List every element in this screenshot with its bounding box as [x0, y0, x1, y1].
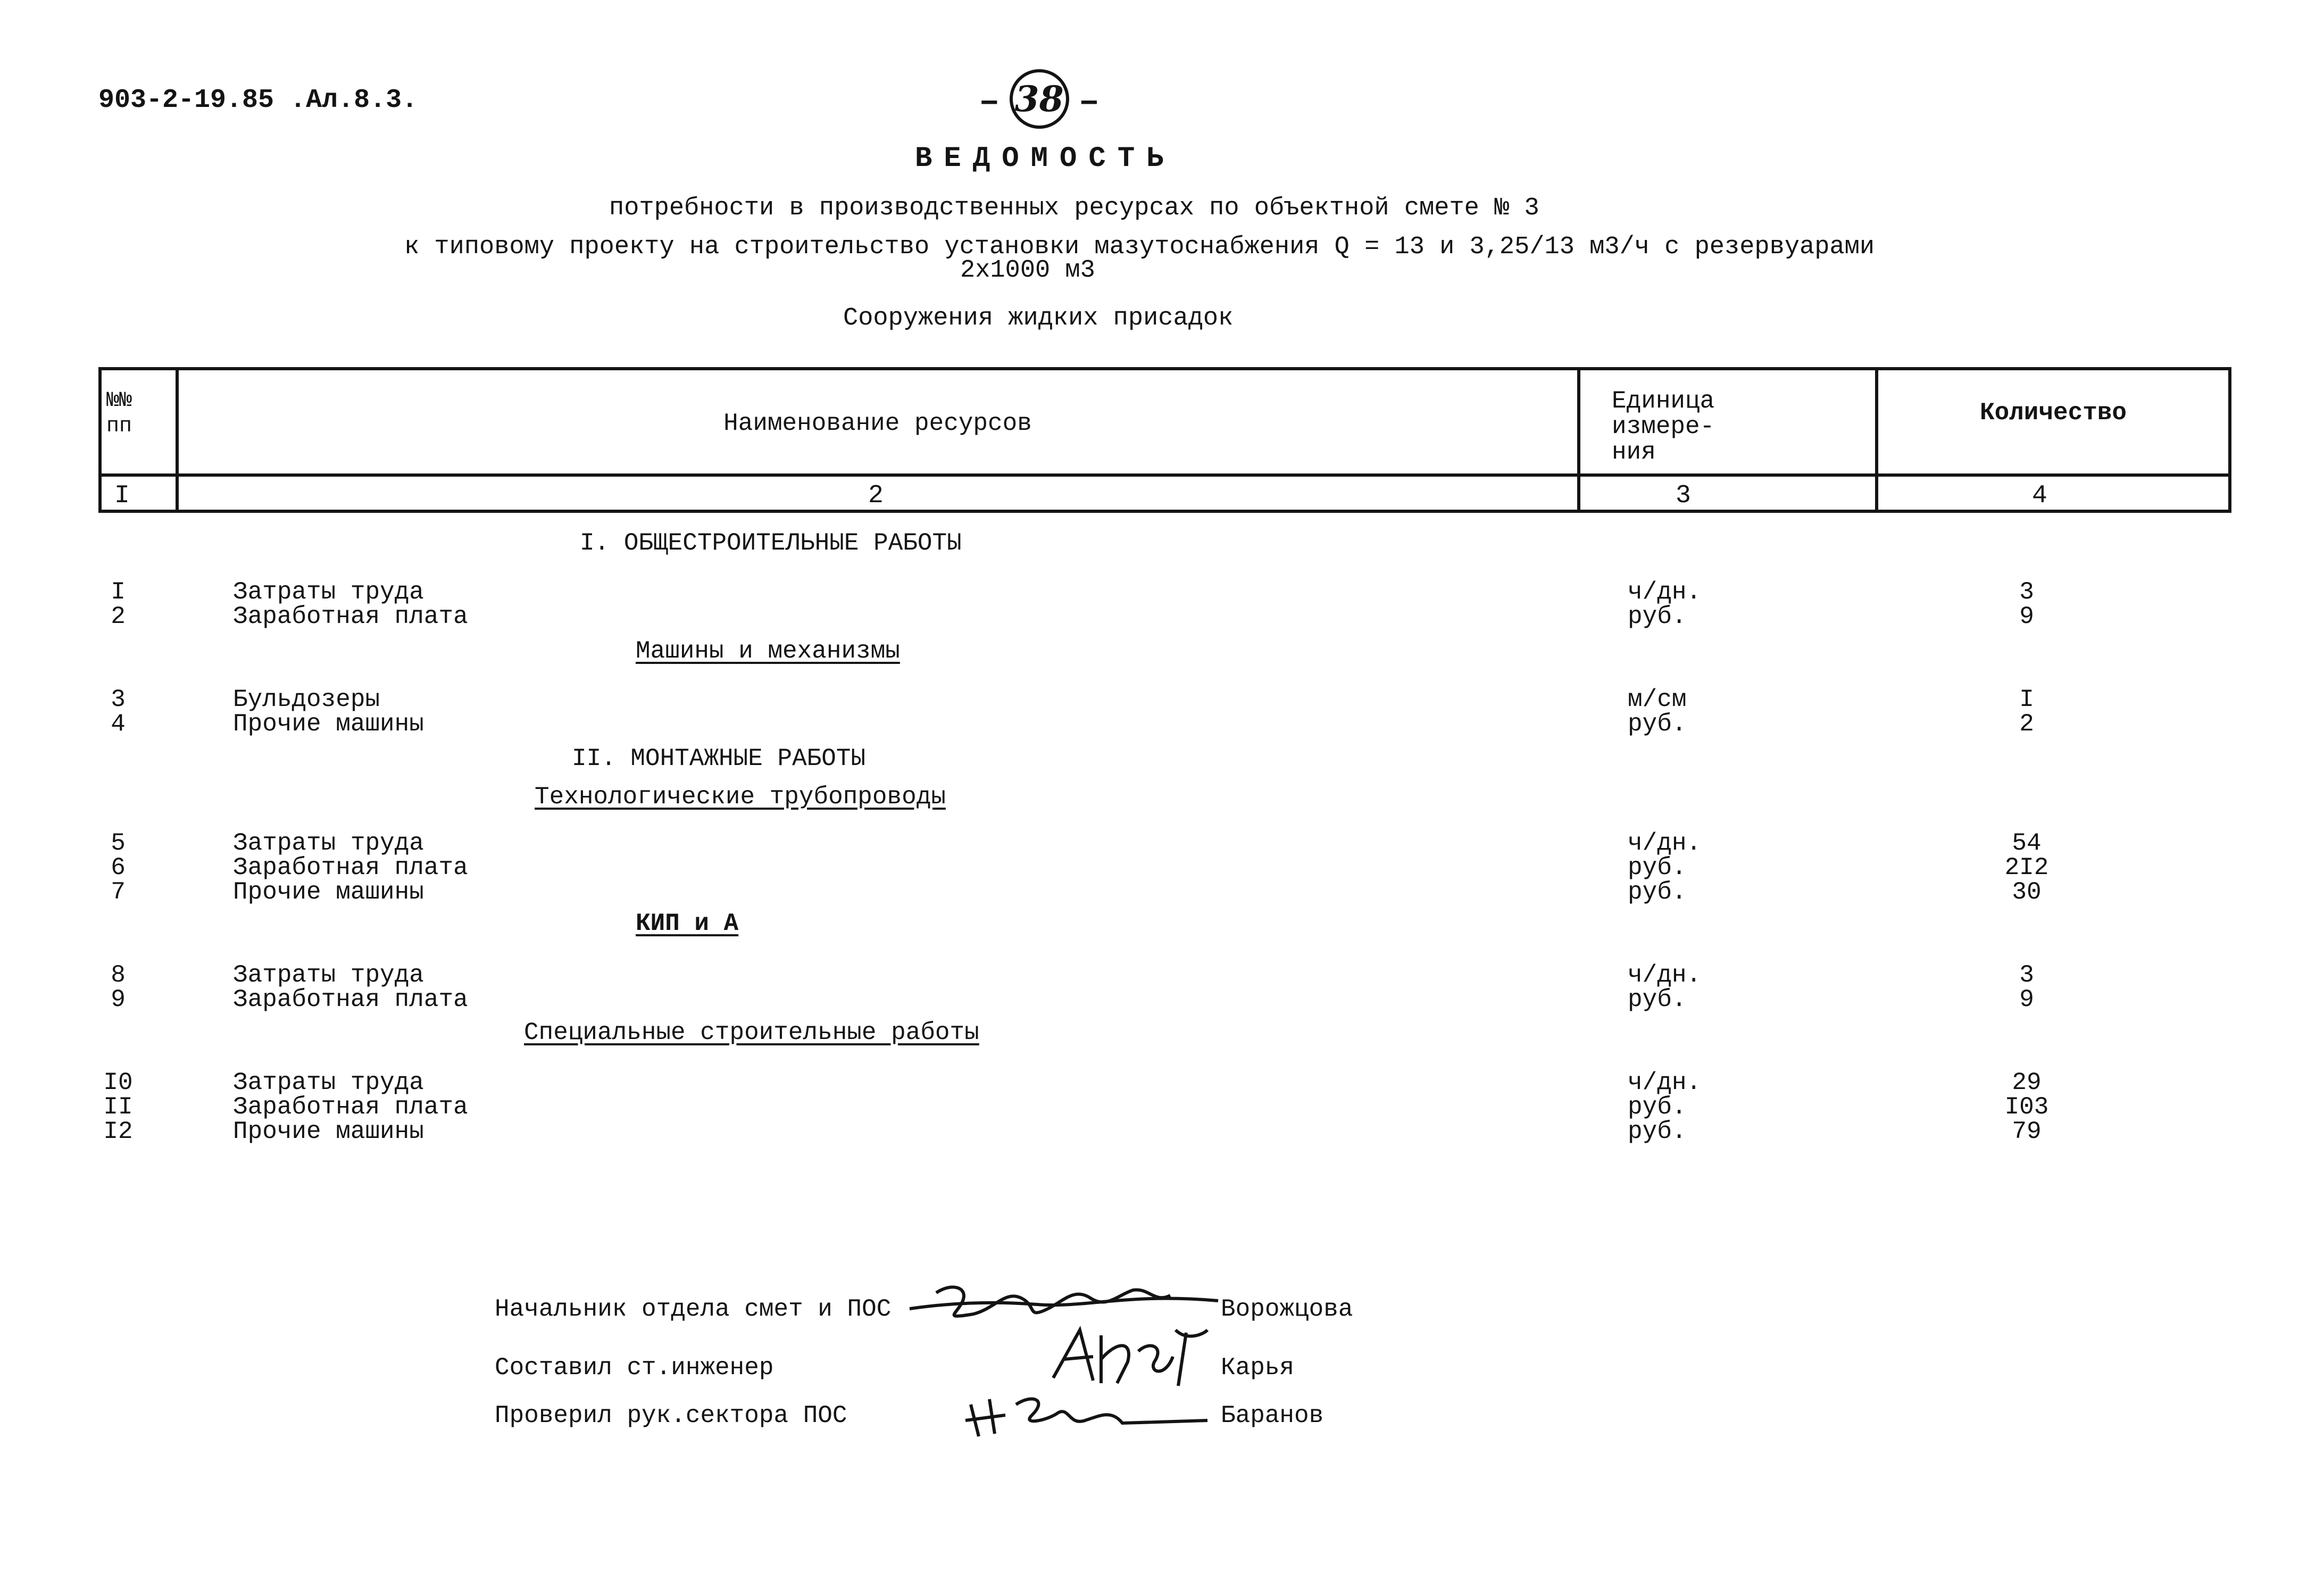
table-row [0, 604, 2324, 629]
signature-role-2: Составил ст.инженер [495, 1354, 774, 1382]
row-resource-name: Бульдозеры [233, 686, 380, 713]
signature-handwritten-2 [1043, 1319, 1213, 1394]
header-resource-name: Наименование ресурсов [723, 410, 1032, 437]
row-unit: ч/дн. [1628, 578, 1702, 606]
row-unit: руб. [1628, 854, 1687, 882]
row-unit: ч/дн. [1628, 829, 1702, 857]
row-unit: руб. [1628, 986, 1687, 1013]
table-row [0, 963, 2324, 987]
column-number-4: 4 [2032, 481, 2047, 510]
table-row [0, 687, 2324, 712]
row-unit: руб. [1628, 710, 1687, 738]
table-row [0, 855, 2324, 880]
signature-name-3: Баранов [1221, 1402, 1324, 1429]
section-heading-general-construction: I. ОБЩЕСТРОИТЕЛЬНЫЕ РАБОТЫ [580, 529, 962, 557]
page-number-value: 38 [1010, 69, 1069, 129]
row-resource-name: Затраты труда [233, 829, 424, 857]
table-row [0, 712, 2324, 736]
row-number: I [111, 578, 126, 606]
subtitle-line-2: к типовому проекту на строительство установки мазутоснабжения Q = 13 и 3,25/13 м3/ч с резервуарами [404, 233, 1875, 261]
subtitle-object-name: Сооружения жидких присадок [843, 304, 1234, 333]
subsection-special-works: Специальные строительные работы [524, 1019, 979, 1046]
table-row [0, 1070, 2324, 1095]
table-row [0, 831, 2324, 855]
subtitle-line-1: потребности в производственных ресурсах по объектной смете № 3 [609, 194, 1539, 222]
signature-name-1: Ворожцова [1221, 1295, 1353, 1323]
row-quantity: 29 [2012, 1069, 2042, 1096]
row-quantity: 30 [2012, 878, 2042, 906]
subtitle-line-3: 2х1000 м3 [960, 256, 1095, 285]
row-quantity: 3 [2019, 961, 2034, 989]
table-col-divider-2 [1577, 367, 1580, 513]
table-top-border [98, 367, 2231, 370]
row-resource-name: Заработная плата [233, 603, 468, 630]
signature-name-2: Карья [1221, 1354, 1295, 1382]
section-heading-installation: II. МОНТАЖНЫЕ РАБОТЫ [572, 745, 866, 772]
header-number: №№ пп [106, 389, 132, 438]
row-number: 5 [111, 829, 126, 857]
subsection-machines: Машины и механизмы [636, 637, 900, 665]
document-code: 903-2-19.85 .Ал.8.3. [98, 85, 418, 115]
table-col-divider-3 [1875, 367, 1878, 513]
row-unit: ч/дн. [1628, 961, 1702, 989]
row-resource-name: Затраты труда [233, 1069, 424, 1096]
table-row [0, 987, 2324, 1012]
row-resource-name: Прочие машины [233, 1118, 424, 1145]
table-row [0, 1095, 2324, 1119]
row-number: II [103, 1093, 133, 1121]
row-quantity: 9 [2019, 986, 2034, 1013]
row-number: 8 [111, 961, 126, 989]
table-row [0, 880, 2324, 904]
row-resource-name: Затраты труда [233, 961, 424, 989]
subsection-instrumentation: КИП и А [636, 910, 739, 937]
row-quantity: I03 [2004, 1093, 2049, 1121]
row-number: 3 [111, 686, 126, 713]
row-quantity: 2I2 [2004, 854, 2049, 882]
row-quantity: 54 [2012, 829, 2042, 857]
row-resource-name: Затраты труда [233, 578, 424, 606]
table-left-border [98, 367, 102, 513]
row-unit: руб. [1628, 603, 1687, 630]
subsection-pipelines: Технологические трубопроводы [535, 783, 946, 811]
row-number: 9 [111, 986, 126, 1013]
signature-handwritten-3 [963, 1383, 1213, 1442]
row-resource-name: Прочие машины [233, 878, 424, 906]
row-quantity: 79 [2012, 1118, 2042, 1145]
row-number: 7 [111, 878, 126, 906]
row-resource-name: Заработная плата [233, 1093, 468, 1121]
row-number: 4 [111, 710, 126, 738]
table-right-border [2228, 367, 2231, 513]
table-col-divider-1 [176, 367, 179, 513]
signature-role-3: Проверил рук.сектора ПОС [495, 1402, 847, 1429]
table-row [0, 580, 2324, 604]
column-number-1: I [114, 481, 130, 510]
header-unit: Единица измере- ния [1612, 387, 1715, 466]
row-resource-name: Заработная плата [233, 986, 468, 1013]
row-quantity: 3 [2019, 578, 2034, 606]
signature-role-1: Начальник отдела смет и ПОС [495, 1295, 892, 1323]
table-header-divider [98, 473, 2231, 477]
row-resource-name: Прочие машины [233, 710, 424, 738]
table-row [0, 1119, 2324, 1144]
row-resource-name: Заработная плата [233, 854, 468, 882]
row-quantity: I [2019, 686, 2034, 713]
column-number-2: 2 [868, 481, 884, 510]
row-unit: ч/дн. [1628, 1069, 1702, 1096]
column-number-3: 3 [1676, 481, 1691, 510]
row-unit: руб. [1628, 878, 1687, 906]
document-title: ВЕДОМОСТЬ [915, 143, 1176, 175]
page-number: – 38 – [979, 69, 1099, 129]
row-unit: руб. [1628, 1093, 1687, 1121]
row-number: 2 [111, 603, 126, 630]
row-quantity: 2 [2019, 710, 2034, 738]
row-number: I2 [103, 1118, 133, 1145]
row-quantity: 9 [2019, 603, 2034, 630]
row-unit: руб. [1628, 1118, 1687, 1145]
header-quantity: Количество [1979, 399, 2127, 427]
row-number: 6 [111, 854, 126, 882]
row-number: I0 [103, 1069, 133, 1096]
row-unit: м/см [1628, 686, 1687, 713]
table-bottom-border [98, 510, 2231, 513]
